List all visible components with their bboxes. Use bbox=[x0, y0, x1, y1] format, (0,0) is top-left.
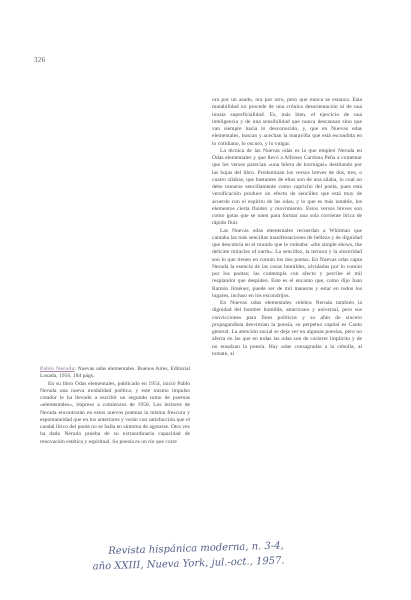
handwritten-line: Revista hispánica moderna, n. 3-4, bbox=[108, 540, 284, 557]
paragraph: En Nuevas odas elementales celebra Neruda también la dignidad del hombre humilde, americano y universal, pero sus convicciones para fines políticos y su afán de sincero propagandista desvirtúan la poesía, su perpetuo capital es Canto general. La atención social se deja ver en algunas poesías, pero no afecta en las que en todas las odas son de carácter implícito y de no ensalzan la poesía. Hay odas consagradas a la cebolla, al tomate, al bbox=[212, 300, 362, 357]
handwritten-line: año XXIII, Nueva York, jul.-oct., 1957. bbox=[92, 555, 285, 573]
paragraph: Las Nuevas odas elementales recuerdan a Whitman que cantaba las más sencillas manifestaciones de belleza y de dignidad que descubría en el mundo que le rodeaba: «the simple shows, the delicate miracles of earth». La sencillez, la ternura y la sinceridad son lo que tienen en común los dos poetas. En Nuevas odas capta Neruda la esencia de las cosas humildes, olvidadas por lo común por los poetas; las contempla con afecto y percibe el mil resplandor que despiden. Este es el encanto que, como dijo Juan Ramón Jiménez, puede ser de mil maneras y estar en todos los lugares, incluso en los escondrijos. bbox=[212, 227, 362, 299]
paragraph: En su libro Odas elementales, publicado en 1954, inició Pablo Neruda una nueva modalidad poética; y este mismo impulso creador le ha llevado a escribir un segundo tomo de poemas «elementales», impreso a comienzos de 1956. Los lectores de Neruda encontrarán en estos nuevos poemas la misma frescura y espontaneidad que en los anteriores y verán con satisfacción que el caudal lírico del poeta no se halla en síntoma de agotarse. Otra vez ha dado Neruda prueba de su extraordinaria capacidad de renovación estética y espiritual. Su poesía es un río que corre bbox=[40, 380, 190, 445]
left-column bbox=[40, 366, 190, 446]
handwritten-note bbox=[92, 535, 399, 574]
paragraph: ora por un asado, ora por otro, pero que nunca se estanca. Esta mutabilidad no procede de una crónica desorientación ni de una innata superficialidad. Es, más bien, el ejercicio de una inteligencia y de una sensibilidad que nunca descansan sino que van siempre hacia lo desconocido, y, que en Nuevas odas elementales, buscan y acechan la maravilla que está escondida en lo cotidiano, lo oscuro, y lo vulgar. bbox=[212, 97, 362, 147]
review-heading bbox=[40, 366, 190, 381]
paragraph: La técnica de las Nuevas odas es la que empleó Neruda en Odas elementales y que llevó a Alfonso Cardona Peña a comentar que los versos parecían «una hilera de hormigas» destilando por las hojas del libro. Predominan los versos breves de dos, tres, o cuatro sílabas, que bastantes de ellos son de una sílaba, lo cual no debe tomarse sencillamente como capricho del poeta, pues esta versificación produce un efecto de sencillez que está muy de acuerdo con el espíritu de las odas, y lo que es más notable, los elementos cierta fluidez y movimiento. Estos versos breves son como gotas que se unen para formar una sola corriente lírica de rápido fluir. bbox=[212, 147, 362, 227]
review-citation: : Nuevas odas elementales. Buenos Aires, Editorial Losada, 1956, 184 págs. bbox=[40, 366, 191, 380]
review-author: Pablo Neruda bbox=[40, 366, 75, 372]
page-number: 326 bbox=[34, 56, 46, 64]
right-column bbox=[212, 97, 362, 358]
